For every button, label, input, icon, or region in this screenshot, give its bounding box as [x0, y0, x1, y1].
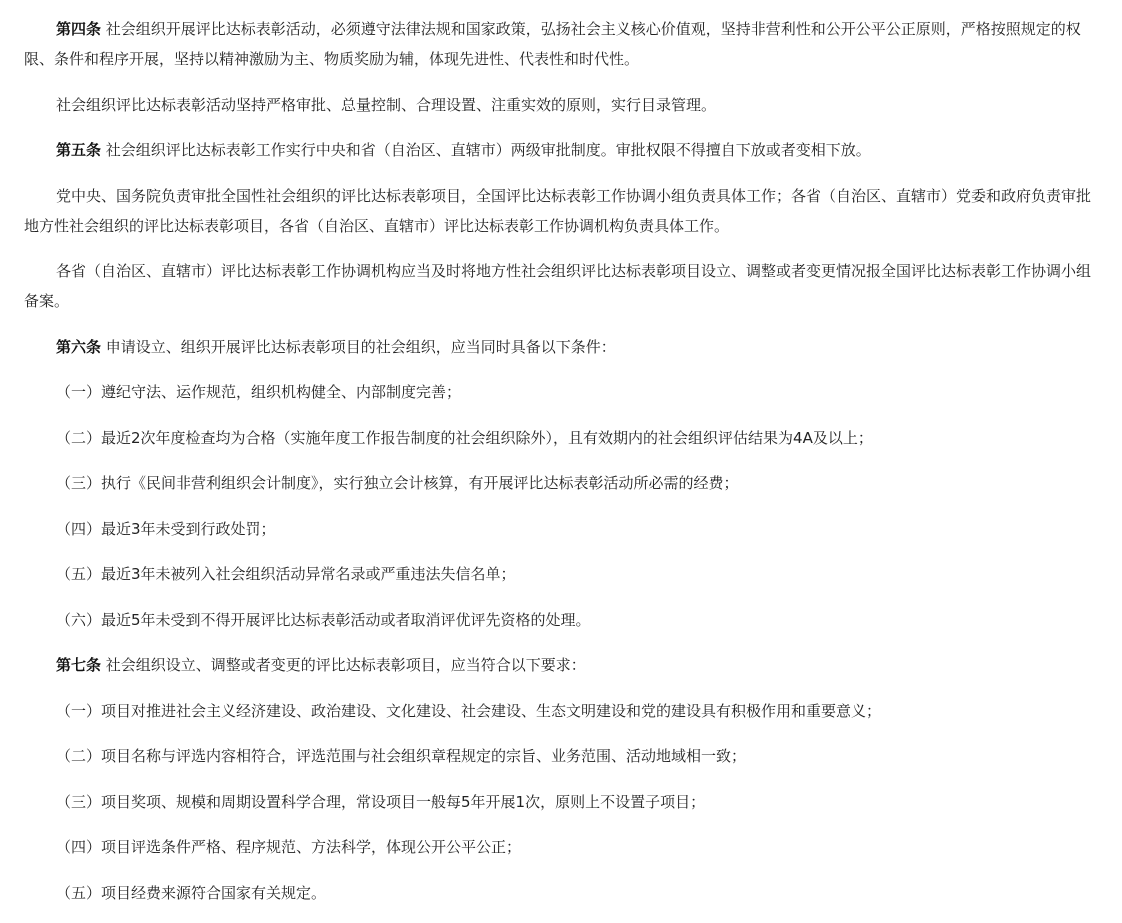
article-6-item: （二）最近2次年度检查均为合格（实施年度工作报告制度的社会组织除外），且有效期内的社会组织评估结果为4A及以上； [56, 428, 873, 447]
article-7-item: （一）项目对推进社会主义经济建设、政治建设、文化建设、社会建设、生态文明建设和党的建设具有积极作用和重要意义； [56, 701, 882, 720]
article-5-paragraph-2: 党中央、国务院负责审批全国性社会组织的评比达标表彰项目，全国评比达标表彰工作协调小组负责具体工作；各省（自治区、直辖市）党委和政府负责审批地方性社会组织的评比达标表彰项目，各省（自治区、直辖市）评比达标表彰工作协调机构负责具体工作。 [24, 186, 1092, 235]
article-6-item: （五）最近3年未被列入社会组织活动异常名录或严重违法失信名单； [56, 565, 516, 583]
article-6-paragraph [24, 332, 1104, 362]
article-6-heading: 第六条 [56, 337, 102, 356]
article-7-item: （三）项目奖项、规模和周期设置科学合理，常设项目一般每5年开展1次，原则上不设置子项目； [56, 792, 706, 811]
document-body [24, 14, 1104, 923]
article-6-item: （六）最近5年未受到不得开展评比达标表彰活动或者取消评优评先资格的处理。 [56, 610, 591, 629]
article-5-heading: 第五条 [56, 141, 102, 159]
article-6-item: （一）遵纪守法、运作规范，组织机构健全、内部制度完善； [56, 383, 462, 401]
article-5-paragraph-3: 各省（自治区、直辖市）评比达标表彰工作协调机构应当及时将地方性社会组织评比达标表彰项目设立、调整或者变更情况报全国评比达标表彰工作协调小组备案。 [24, 262, 1092, 310]
article-6-item: （四）最近3年未受到行政处罚； [56, 519, 276, 538]
article-7-item: （四）项目评选条件严格、程序规范、方法科学，体现公开公平公正； [56, 838, 522, 856]
article-7-heading: 第七条 [56, 656, 102, 674]
article-4-text: 社会组织开展评比达标表彰活动，必须遵守法律法规和国家政策，弘扬社会主义核心价值观，坚持非营利性和公开公平公正原则，严格按照规定的权限、条件和程序开展，坚持以精神激励为主、物质奖励为辅，体现先进性、代表性和时代性。 [24, 20, 1081, 68]
article-4-heading: 第四条 [56, 20, 102, 38]
article-7-item: （五）项目经费来源符合国家有关规定。 [56, 883, 327, 902]
article-6-item: （三）执行《民间非营利组织会计制度》，实行独立会计核算，有开展评比达标表彰活动所必需的经费； [56, 474, 739, 492]
article-5-text: 社会组织评比达标表彰工作实行中央和省（自治区、直辖市）两级审批制度。审批权限不得擅自下放或者变相下放。 [101, 141, 871, 159]
article-7-paragraph [24, 650, 1104, 680]
article-6-text: 申请设立、组织开展评比达标表彰项目的社会组织，应当同时具备以下条件： [101, 337, 616, 356]
article-4-paragraph-2: 社会组织评比达标表彰活动坚持严格审批、总量控制、合理设置、注重实效的原则，实行目录管理。 [56, 95, 717, 114]
article-4-paragraph [24, 14, 1104, 74]
article-7-item: （二）项目名称与评选内容相符合，评选范围与社会组织章程规定的宗旨、业务范围、活动地域相一致； [56, 747, 747, 765]
article-5-paragraph [24, 135, 1104, 165]
article-7-text: 社会组织设立、调整或者变更的评比达标表彰项目，应当符合以下要求： [101, 656, 586, 674]
